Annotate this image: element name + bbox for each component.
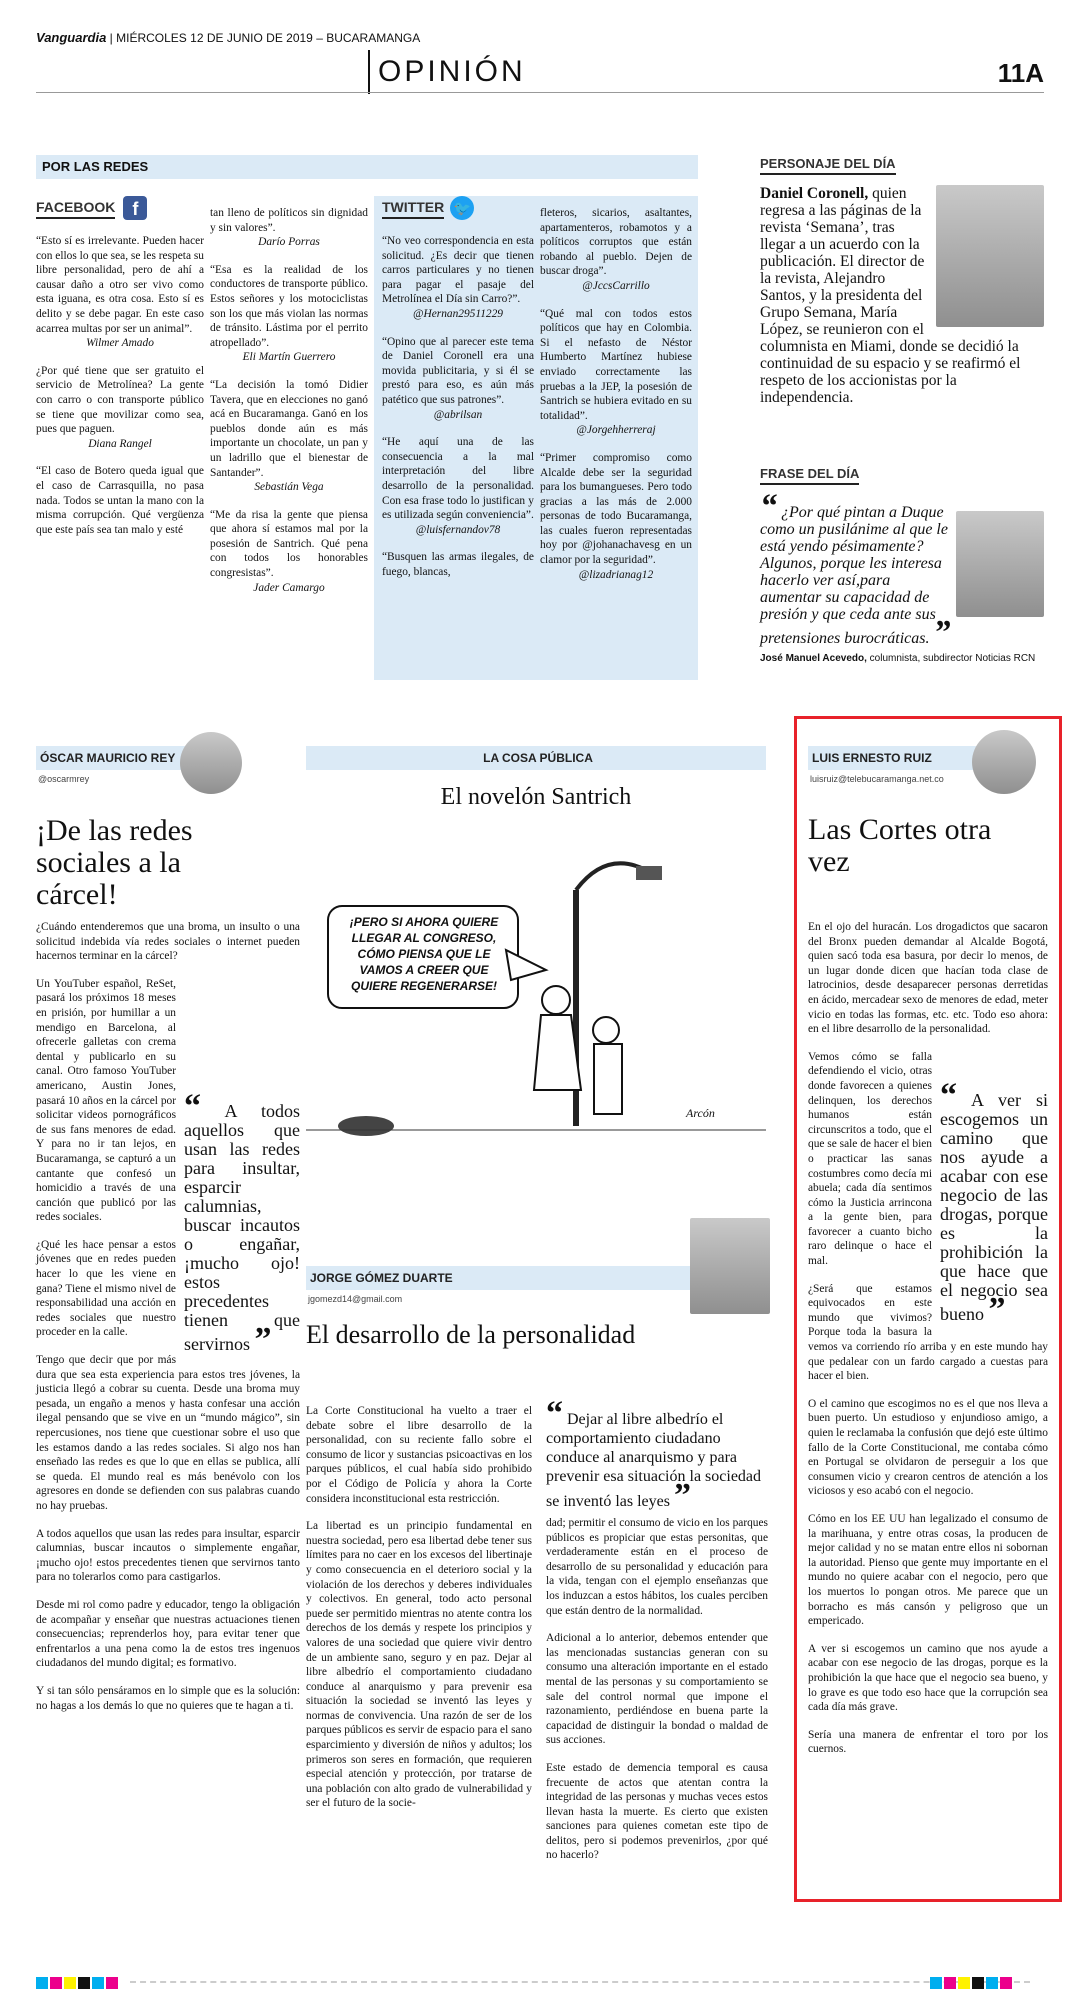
print-color-bar-left [36,1976,120,1994]
comment: “Esa es la realidad de los conductores de transporte público. Estos señores y los motociclistas son los que más violan las normas de tránsito. Lástima por el perrito atropellado”. Eli Martín Guerrero [210,263,368,364]
cartoonist-signature: Arcón [686,1106,715,1120]
twitter-column-1 [382,196,534,592]
speech-bubble-text: ¡PERO SI AHORA QUIERE LLEGAR AL CONGRESO, CÓMO PIENSA QUE LE VAMOS A CREER QUE QUIERE REGENERARSE! [349,915,499,993]
redes-title: POR LAS REDES [42,159,149,174]
gomez-email: jgomezd14@gmail.com [308,1294,403,1304]
rey-body: ¿Cuándo entenderemos que una broma, un insulto o una solicitud indebida vía redes sociales o internet pueden hacernos terminar en la cárcel? “ A todos aquellos que usan las redes para insultar, esparcir calumnias, buscar incautos o engañar, ¡mucho ojo! estos precedentes tienen que servirnos ” Un YouTuber español, ReSet, pasará los próximos 18 meses en prisión, por humillar a un mendigo en Barcelona, al ofrecerle galletas con crema dental y publicarlo en su canal. Otro famoso YouTuber americano, Austin Jones, pasará 10 años en la cárcel por solicitar videos pornográficos de sus fans menores de edad. Y para no ir tan lejos, en Bucaramanga, se capturó a un cantante que confesó un homicidio a través de una canción que publicó por las redes sociales. ¿Qué les hace pensar a estos jóvenes que en redes pueden hacer lo que les viene en gana? Tiene el mismo nivel de responsabilidad una acción en redes sociales que nuestro proceder en la calle. Tengo que decir que por más dura que sea esta experiencia para estos tres jóvenes, la justicia llegó a cobrar su cuenta. Desde una broma muy pesada, un engaño a menos y hasta confesar una acción ilegal pensando que se vive en un “mundo mágico”, sin repercusiones, nos tiene que cuestionar sobre el uso que les estamos dando a las redes sociales. Si algo nos han enseñado las redes es que lo que en ellas se publica, allí se queda. El mundo real es más benévolo con los agresores en donde se defienden con sus palabras cuando no hay pruebas. A todos aquellos que usan las redes para insultar, esparcir calumnias, buscar incautos o simplemente engañar, ¡mucho ojo! estos precedentes tienen que servirnos tanto para no tolerarlos como para castigarlos. Desde mi rol como padre y educador, tengo la obligación de acompañar y enseñar que nuestras actuaciones tienen consecuencias; reprenderlos hoy, para evitar tener que enfrentarlos a una pena como la de estos tres ingenuos ciudadanos del mundo digital; es formativo. Y si tan sólo pensáramos en lo simple que es la solución: no hagas a los demás lo que no quieres que te hagan a ti. [36,921,300,1712]
personaje-label: PERSONAJE DEL DÍA [760,156,896,175]
gomez-author-bar: JORGE GÓMEZ DUARTE [306,1266,706,1290]
cartoon [306,830,766,1160]
frase-attribution: José Manuel Acevedo, columnista, subdirector Noticias RCN [760,653,1036,664]
rey-photo [180,732,242,794]
tweet: “Busquen las armas ilegales, de fuego, blancas, [382,551,534,578]
rey-title: ¡De las redes sociales a la cárcel! [36,814,193,911]
frase-quote: “ ¿Por qué pintan a Duque como un pusilánime al que le está yendo pésimamente? Algunos, porque les interesa hacerlo ver así,para aumentar su capacidad de presión y que ceda ante sus pretensiones burocráticas. ” [760,488,951,651]
redes-banner [36,155,698,179]
comment: tan lleno de políticos sin dignidad y sin valores”. Darío Porras [210,207,368,249]
gomez-photo [690,1218,770,1314]
header-rule [36,92,1044,93]
twitter-column-2 [540,206,692,595]
comment: “Me da risa la gente que piensa que ahora sí estamos mal por la posesión de Santrich. Qué pena con todos los honorables congresistas”. Jader Camargo [210,508,368,594]
rey-author-bar: ÓSCAR MAURICIO REY [36,746,226,770]
tweet: “Opino que al parecer este tema de Daniel Coronell era una movida publicitaria, y si él se prestó para eso, es aún más patético que sus patrones”. @abrilsan [382,335,534,421]
comment: ¿Por qué tiene que ser gratuito el servicio de Metrolínea? La gente con carro o con transporte público se tiene que movilizar como sea, pues que paguen. Diana Rangel [36,364,204,450]
facebook-icon: f [123,196,147,220]
tweet: fleteros, sicarios, asaltantes, apartamenteros, robamotos y a políticos corruptos que están robando al pueblo. Dejen de buscar droga”. @JccsCarrillo [540,207,692,292]
personaje-section [760,155,1044,406]
print-rule [130,1981,1030,1983]
ruiz-title: Las Cortes otra vez [808,813,992,878]
tweet: “No veo correspondencia en esta solicitud. ¿Es decir que tienen carros particulares y no tienen para pagar el pasaje del Metrolínea el Día sin Carro?”. @Hernan29511229 [382,235,534,320]
twitter-icon: 🐦 [450,196,474,220]
page-header [36,30,1044,90]
tweet: “Qué mal con todos estos políticos que hay en Colombia. Si el nefasto de Néstor Humberto Martínez hubiese enviado correctamente las pruebas a la JEP, la posesión de Santrich se hubiera evitado en su totalidad”. @Jorgehherreraj [540,307,692,437]
gomez-body-col2: dad; permitir el consumo de vicio en los parques públicos es propiciar que estas personitas, que verdaderamente están en el proceso de desarrollo de su personalidad y educación para la vida, tengan con el ejemplo enseñanzas que los induzcan a estos hábitos, los cuales perciben que están dentro de la normalidad. Adicional a lo anterior, debemos entender que las mencionadas sustancias generan con su consumo una alteración importante en el estado mental de las personas y su comportamiento se sale del control normal que impone el razonamiento, perdiéndose en buena parte la capacidad de distinguir la bondad o maldad de sus acciones. Este estado de demencia temporal es causa frecuente de actos que atentan contra la integridad de las personas y muchas veces estos llevan hasta la muerte. Es cierto que existen sanciones para quienes cometan este tipo de delitos, pero si podemos prevenirlos, ¿por qué no hacerlo? [546,1517,768,1862]
paper-name: Vanguardia [36,30,107,45]
twitter-label: TWITTER [382,199,444,219]
acevedo-photo [956,511,1044,617]
frase-label: FRASE DEL DÍA [760,466,859,485]
ruiz-email: luisruiz@telebucaramanga.net.co [810,774,944,784]
facebook-column-2 [210,206,368,608]
ruiz-pullquote: “ A ver si escogemos un camino que nos ayude a acabar con ese negocio de las drogas, porque es la prohibición la que hace que el negocio sea bueno ” [940,1076,1049,1328]
masthead: Vanguardia | MIÉRCOLES 12 DE JUNIO DE 2019 – BUCARAMANGA [36,30,421,45]
gomez-body-col1: La Corte Constitucional ha vuelto a traer el debate sobre el libre desarrollo de la personalidad, con su reciente fallo sobre el consumo de licor y sustancias psicoactivas en los parques públicos, el cual había sido prohibido por el Código de Policía y ahora la Corte considera inconstitucional esta restricción. La libertad es un principio fundamental en nuestra sociedad, pero esa libertad debe tener sus límites para no caer en los excesos del libertinaje y como consecuencia en el deterioro social y la violación de los derechos y deberes individuales y colectivos. En general, todo acto personal puede ser permitido mientras no atente contra los derechos de los demás y respete los principios y valores de una sociedad que quiere vivir dentro de un ambiente sano, seguro y en paz. Dejar al libre albedrío el comportamiento ciudadano conduce al anarquismo y para prevenir esa situación la sociedad se inventó las leyes y normas de convivencia. Una razón de ser de los parques públicos es servir de espacio para el sano esparcimiento y diversión de niños y adultos; los primeros son seres en formación, que requieren especial atención y protección, por tratarse de una población con alto grado de vulnerabilidad y ser el futuro de la socie- [306,1405,532,1810]
print-color-bar-right [930,1976,1014,1994]
issue-date: MIÉRCOLES 12 DE JUNIO DE 2019 – BUCARAMANGA [116,31,421,45]
ruiz-body: En el ojo del huracán. Los drogadictos que sacaron del Bronx pueden demandar al Alcalde Bogotá, quien sacó toda esa basura, por decir lo menos, de un lugar donde dicen que hacían toda clase de latrocinios, desde desaparecer personas derretidas en ácido, mercadear sexo de menores de edad, meter vicio en todas las formas, etc. etc. Todo eso ahora: en el libre desarrollo de la personalidad. “ A ver si escogemos un camino que nos ayude a acabar con ese negocio de las drogas, porque es la prohibición la que hace que el negocio sea bueno ” Vemos cómo se falla defendiendo el vicio, otras donde favorecen a quienes delinquen, los derechos humanos están circunscritos a todo, que el que se sale de hacer el bien o practicar las sanas costumbres como decía mi abuela; cada día sentimos cómo la Justicia arrincona a la gente bien, para favorecer a cuanto bicho raro delinque o hace el mal. ¿Será que estamos equivocados en este mundo que vivimos? Porque toda la basura la vemos va corriendo río arriba y en este mundo hay que pedalear con un fardo cargado a cuestas para hacer el bien. O el camino que escogimos no es el que nos lleva a buen puerto. Un estudioso y enjundioso amigo, a quien le reclamaba la confusión que dejó este último fallo de la Corte Constitucional, me contaba cómo en Portugal se olvidaron de perseguir a los que consumen vicio y crearon centros de atención a los viciosos y eso acabó con el negocio. Cómo en los EE UU han legalizado el consumo de la marihuana, y entre otras cosas, la producen de mejor calidad y no se matan entre ellos ni sobornan la autoridad. Pienso que gente muy importante en el mundo no quiere acabar con el negocio, pero que los muertos lo pongan otros. Me parece que un borracho es más cansón y peligroso que un empericado. A ver si escogemos un camino que nos ayude a acabar con ese negocio de las drogas, porque es la prohibición la que hace que el negocio sea bueno, y lo grave es que todo eso hace que la corrupción sea cada día más grave. Sería una manera de enfrentar el toro por los cuernos. [808,921,1049,1756]
tweet: “He aquí una de las consecuencia a la mal interpretación del libre desarrollo de la personalidad. Con esa frase todo lo justifican y es utilizada según conveniencia”. @luisfernandov78 [382,436,534,536]
ruiz-author-bar: LUIS ERNESTO RUIZ [808,746,978,770]
gomez-pullquote: “ Dejar al libre albedrío el comportamiento ciudadano conduce al anarquismo y para prevenir esa situación la sociedad se inventó las leyes ” [546,1395,762,1514]
gomez-title: El desarrollo de la personalidad [306,1320,636,1349]
frase-section [760,465,1044,664]
cartoon-title: El novelón Santrich [440,784,632,810]
ruiz-photo [972,730,1036,794]
comment: “El caso de Botero queda igual que el caso de Carrasquilla, no pasa nada. Todos se untan la mano con la misma corrupción. Qué vergüenza que este país sea tan malo y esté [36,465,204,536]
section-title: OPINIÓN [368,50,526,94]
comment: “La decisión la tomó Didier Tavera, que en elecciones no ganó acá en Bucaramanga. Ganó en los pueblos donde aún es más importante un chocolate, un pan y un ladrillo que el bienestar de Santander”. Sebastián Vega [210,378,368,494]
cosa-banner: LA COSA PÚBLICA [306,746,766,770]
facebook-label: FACEBOOK [36,199,115,219]
facebook-column-1 [36,196,204,550]
tweet: “Primer compromiso como Alcalde debe ser la seguridad para los bumangueses. Pero todo gracias a las más de 2.000 personas de todo Bucaramanga, las cuales fueron representadas hoy por @johanachavesg en un clamor por la seguridad”. @lizadrianag12 [540,451,692,581]
coronell-photo [936,185,1044,327]
comment: “Esto sí es irrelevante. Pueden hacer con ellos lo que sea, se les respeta su libre personalidad, pero de ahí a causar daño a otro ser vivo como esta iguana, es otra cosa. Esto sí es delito y se debe pagar. En este caso acarrea multas por ser un animal”. Wilmer Amado [36,235,204,350]
rey-handle: @oscarmrey [38,774,90,784]
personaje-text: Daniel Coronell, quien regresa a las páginas de la revista ‘Semana’, tras llegar a un acuerdo con la publicación. El director de la revista, Alejandro Santos, y la presidenta del Grupo Semana, María López, se reunieron con el columnista en Miami, donde se decidió la continuidad de su espacio y se reafirmó el respeto de los accionistas por la independencia. [760,185,1021,406]
page-number: 11A [997,58,1044,88]
rey-pullquote: “ A todos aquellos que usan las redes para insultar, esparcir calumnias, buscar incautos o engañar, ¡mucho ojo! estos precedentes tienen que servirnos ” [184,1087,300,1358]
